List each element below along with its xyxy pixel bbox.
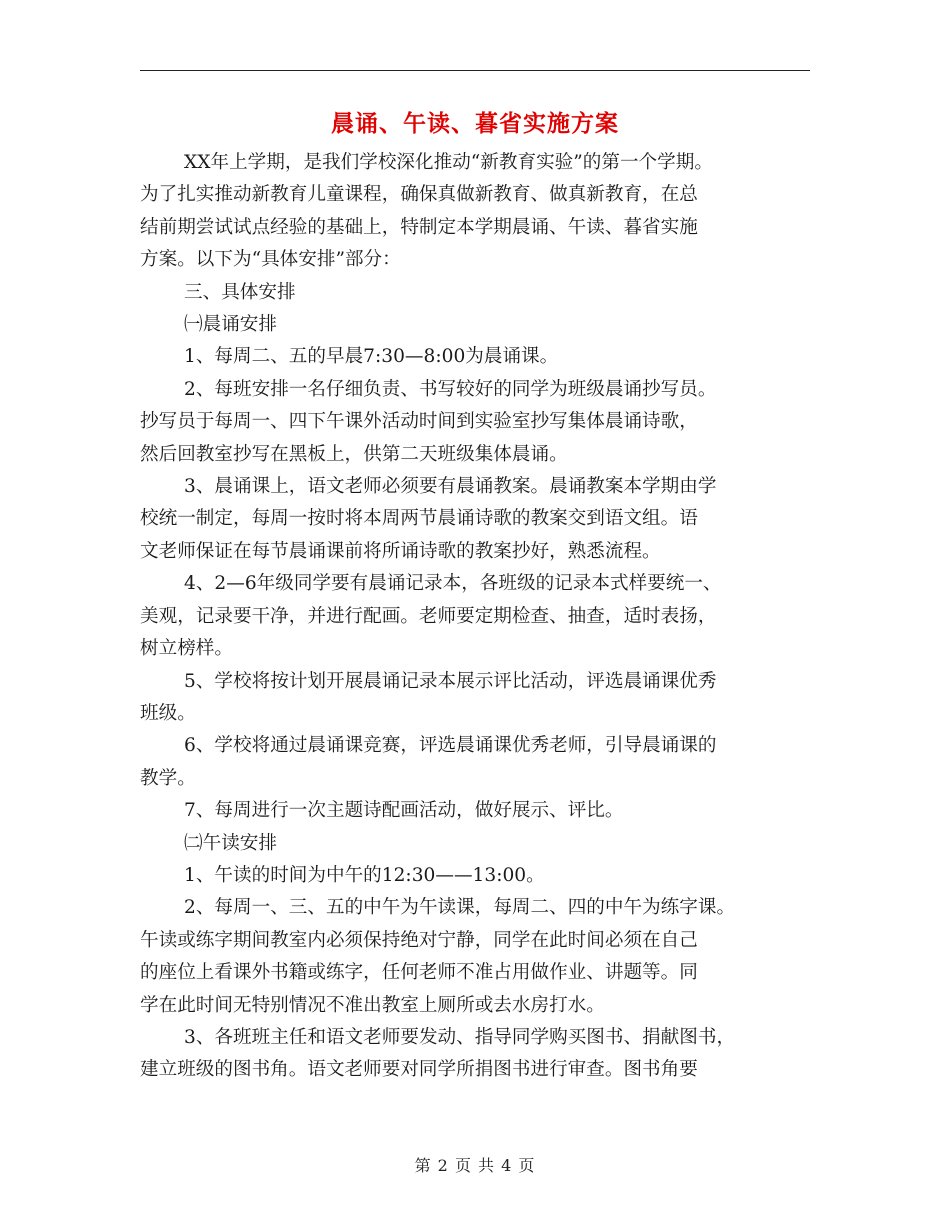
- text-line: 学在此时间无特别情况不准出教室上厕所或去水房打水。: [140, 994, 605, 1016]
- text-line: 班级。: [140, 702, 196, 724]
- text-line: 7、每周进行一次主题诗配画活动，做好展示、评比。: [184, 800, 624, 822]
- text-line: XX年上学期，是我们学校深化推动“新教育实验”的第一个学期。: [184, 152, 713, 173]
- text-line: 5、学校将按计划开展晨诵记录本展示评比活动，评选晨诵课优秀: [184, 670, 717, 692]
- text-line: 校统一制定，每周一按时将本周两节晨诵诗歌的教案交到语文组。语: [140, 508, 698, 530]
- text-line: ㈡午读安排: [184, 832, 277, 854]
- text-line: 为了扎实推动新教育儿童课程，确保真做新教育、做真新教育，在总: [140, 184, 698, 206]
- text-line: 抄写员于每周一、四下午课外活动时间到实验室抄写集体晨诵诗歌，: [140, 411, 698, 433]
- text-line: 教学。: [140, 767, 196, 789]
- page-footer: 第 2 页 共 4 页: [414, 1156, 536, 1175]
- text-line: 3、各班班主任和语文老师要发动、指导同学购买图书、捐献图书，: [184, 1026, 736, 1048]
- text-line: 建立班级的图书角。语文老师要对同学所捐图书进行审查。图书角要: [140, 1059, 698, 1081]
- text-line: 美观，记录要干净，并进行配画。老师要定期检查、抽查，适时表扬，: [140, 605, 717, 627]
- document-title: 晨诵、午读、暮省实施方案: [331, 110, 619, 137]
- text-line: 然后回教室抄写在黑板上，供第二天班级集体晨诵。: [140, 443, 568, 465]
- text-line: 树立榜样。: [140, 638, 233, 660]
- text-line: 结前期尝试试点经验的基础上，特制定本学期晨诵、午读、暮省实施: [140, 216, 698, 238]
- text-line: 1、每周二、五的早晨7:30—8:00为晨诵课。: [184, 346, 559, 368]
- text-line: 2、每班安排一名仔细负责、书写较好的同学为班级晨诵抄写员。: [184, 378, 717, 400]
- header-rule: [140, 70, 810, 71]
- text-line: 1、午读的时间为中午的12:30——13:00。: [184, 864, 545, 886]
- document-body: [140, 147, 812, 1087]
- text-line: 的座位上看课外书籍或练字，任何老师不准占用做作业、讲题等。同: [140, 962, 698, 984]
- text-line: 3、晨诵课上，语文老师必须要有晨诵教案。晨诵教案本学期由学: [184, 476, 717, 498]
- text-line: 午读或练字期间教室内必须保持绝对宁静，同学在此时间必须在自己: [140, 929, 698, 951]
- text-line: 6、学校将通过晨诵课竞赛，评选晨诵课优秀老师，引导晨诵课的: [184, 735, 717, 757]
- text-line: ㈠晨诵安排: [184, 314, 277, 336]
- text-line: 方案。以下为“具体安排”部分：: [140, 249, 401, 271]
- text-line: 文老师保证在每节晨诵课前将所诵诗歌的教案抄好，熟悉流程。: [140, 540, 661, 562]
- text-line: 三、具体安排: [184, 281, 296, 303]
- text-line: 2、每周一、三、五的中午为午读课，每周二、四的中午为练字课。: [184, 897, 736, 919]
- text-line: 4、2—6年级同学要有晨诵记录本，各班级的记录本式样要统一、: [184, 573, 722, 595]
